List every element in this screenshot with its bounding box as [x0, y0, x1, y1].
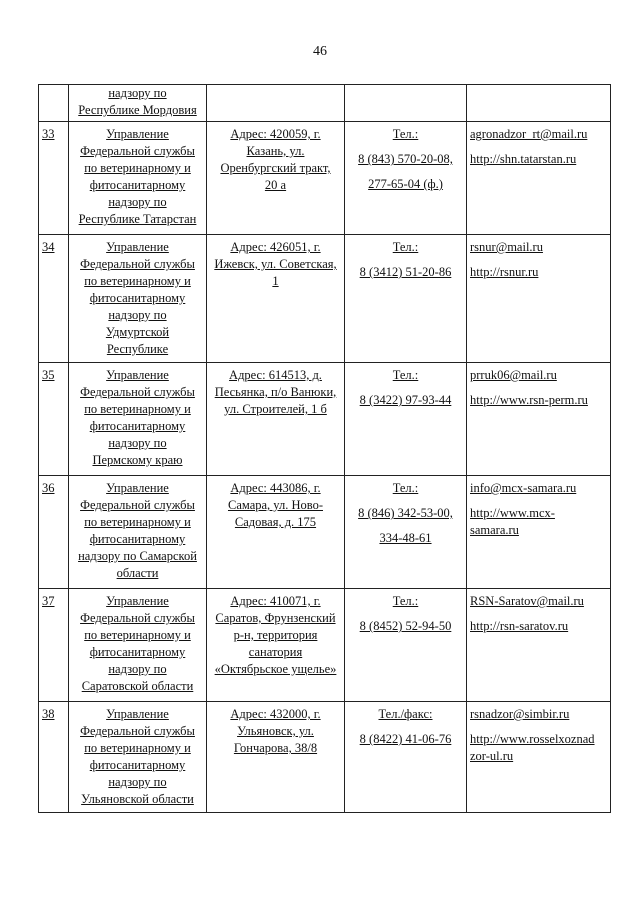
organization-line: фитосанитарному — [89, 178, 186, 192]
phone-number: 8 (3422) 97-93-44 — [359, 393, 452, 407]
table-row — [39, 122, 611, 235]
row-number: 33 — [42, 127, 55, 141]
organization-cell — [69, 363, 207, 476]
contact-web-cell — [467, 235, 611, 363]
organization-line: Пермскому краю — [92, 453, 183, 467]
phone-number: 8 (843) 570-20-08, — [358, 152, 453, 166]
organization-line: по ветеринарному и — [84, 274, 191, 288]
phone-cell — [345, 85, 467, 122]
email-link[interactable]: RSN-Saratov@mail.ru — [470, 594, 584, 608]
address-line: 1 — [272, 274, 279, 288]
organization-line: Управление — [106, 368, 169, 382]
organization-cell — [69, 235, 207, 363]
phone-label: Тел.: — [392, 368, 419, 382]
address-line: Адрес: 432000, г. — [230, 707, 321, 721]
contact-web-cell — [467, 589, 611, 702]
organization-cell — [69, 702, 207, 813]
page-number: 46 — [313, 44, 327, 59]
organization-line: Саратовской области — [81, 679, 194, 693]
organization-cell — [69, 122, 207, 235]
organization-line: надзору по — [108, 195, 167, 209]
phone-label: Тел.: — [392, 594, 419, 608]
website-link[interactable]: http://shn.tatarstan.ru — [470, 152, 577, 166]
organization-line: по ветеринарному и — [84, 628, 191, 642]
address-line: Казань, ул. — [246, 144, 305, 158]
contact-web-cell — [467, 363, 611, 476]
address-cell — [207, 122, 345, 235]
registry-body — [39, 85, 611, 813]
email-link[interactable]: rsnadzor@simbir.ru — [470, 707, 570, 721]
row-number-cell — [39, 476, 69, 589]
table-row — [39, 589, 611, 702]
phone-label: Тел.: — [392, 240, 419, 254]
address-line: Адрес: 614513, д. — [229, 368, 322, 382]
contact-web-cell — [467, 85, 611, 122]
row-number: 34 — [42, 240, 55, 254]
organization-line: фитосанитарному — [89, 532, 186, 546]
phone-label: Тел.: — [392, 481, 419, 495]
organization-line: по ветеринарному и — [84, 515, 191, 529]
phone-label: Тел.: — [392, 127, 419, 141]
phone-cell — [345, 363, 467, 476]
phone-cell — [345, 702, 467, 813]
website-link[interactable]: http://www.mcx- — [470, 506, 555, 520]
organization-line: Федеральной службы — [80, 498, 195, 512]
phone-cell — [345, 235, 467, 363]
row-number-cell — [39, 122, 69, 235]
organization-cell — [69, 85, 207, 122]
email-link[interactable]: prruk06@mail.ru — [470, 368, 557, 382]
row-number: 35 — [42, 368, 55, 382]
organization-line: надзору по — [108, 436, 167, 450]
website-link[interactable]: samara.ru — [470, 523, 519, 537]
organization-line: Федеральной службы — [80, 257, 195, 271]
address-line: Саратов, Фрунзенский — [215, 611, 336, 625]
email-link[interactable]: agronadzor_rt@mail.ru — [470, 127, 588, 141]
website-link[interactable]: http://rsn-saratov.ru — [470, 619, 569, 633]
organization-line: Федеральной службы — [80, 385, 195, 399]
address-line: Ульяновск, ул. — [237, 724, 314, 738]
row-number: 38 — [42, 707, 55, 721]
line-gap — [348, 723, 463, 731]
line-gap — [348, 256, 463, 264]
phone-cell — [345, 122, 467, 235]
address-line: Адрес: 443086, г. — [230, 481, 321, 495]
phone-number: 8 (846) 342-53-00, — [358, 506, 453, 520]
line-gap — [348, 143, 463, 151]
organization-line: Управление — [106, 594, 169, 608]
address-cell — [207, 363, 345, 476]
phone-number: 8 (8452) 52-94-50 — [359, 619, 452, 633]
organization-cell — [69, 476, 207, 589]
organization-line: надзору по Самарской — [78, 549, 197, 563]
address-line: Гончарова, 38/8 — [233, 741, 318, 755]
phone-number: 277-65-04 (ф.) — [368, 177, 443, 191]
table-row — [39, 235, 611, 363]
organization-line: Федеральной службы — [80, 724, 195, 738]
row-number: 37 — [42, 594, 55, 608]
row-number: 36 — [42, 481, 55, 495]
organization-line: надзору по — [108, 775, 167, 789]
row-number-cell — [39, 235, 69, 363]
organization-line: по ветеринарному и — [84, 741, 191, 755]
phone-number: 8 (8422) 41-06-76 — [359, 732, 452, 746]
address-line: Адрес: 410071, г. — [230, 594, 321, 608]
organization-line: по ветеринарному и — [84, 161, 191, 175]
organization-line: Управление — [106, 481, 169, 495]
address-line: ул. Строителей, 1 б — [224, 402, 327, 416]
row-number-cell — [39, 363, 69, 476]
organization-line: Удмуртской — [105, 325, 170, 339]
address-line: Самара, ул. Ново- — [227, 498, 323, 512]
contact-web-cell — [467, 122, 611, 235]
address-cell — [207, 702, 345, 813]
line-gap — [470, 610, 607, 618]
email-link[interactable]: rsnur@mail.ru — [470, 240, 543, 254]
line-gap — [470, 256, 607, 264]
line-gap — [470, 497, 607, 505]
contact-web-cell — [467, 476, 611, 589]
organization-line: фитосанитарному — [89, 419, 186, 433]
line-gap — [348, 610, 463, 618]
phone-label: Тел./факс: — [378, 707, 433, 721]
table-row — [39, 363, 611, 476]
row-number-cell — [39, 702, 69, 813]
address-line: Садовая, д. 175 — [234, 515, 317, 529]
organization-line: надзору по — [108, 308, 167, 322]
website-link[interactable]: http://rsnur.ru — [470, 265, 539, 279]
organization-line: надзору по — [108, 662, 167, 676]
line-gap — [348, 522, 463, 530]
phone-cell — [345, 589, 467, 702]
phone-number: 8 (3412) 51-20-86 — [359, 265, 452, 279]
address-cell — [207, 589, 345, 702]
table-row — [39, 476, 611, 589]
address-line: Оренбургский тракт, — [220, 161, 331, 175]
line-gap — [470, 723, 607, 731]
line-gap — [348, 497, 463, 505]
registry-table — [38, 84, 611, 813]
organization-line: Ульяновской области — [81, 792, 194, 806]
address-cell — [207, 476, 345, 589]
organization-line: Республике Татарстан — [78, 212, 197, 226]
organization-line: надзору по — [108, 86, 167, 100]
address-cell — [207, 235, 345, 363]
table-row — [39, 702, 611, 813]
organization-line: фитосанитарному — [89, 645, 186, 659]
address-line: Адрес: 420059, г. — [230, 127, 321, 141]
address-line: санатория — [248, 645, 303, 659]
line-gap — [348, 384, 463, 392]
line-gap — [470, 384, 607, 392]
email-link[interactable]: info@mcx-samara.ru — [470, 481, 577, 495]
address-line: «Октябрьское ущелье» — [214, 662, 337, 676]
organization-line: фитосанитарному — [89, 291, 186, 305]
table-row — [39, 85, 611, 122]
address-line: р-н, территория — [233, 628, 318, 642]
phone-cell — [345, 476, 467, 589]
organization-cell — [69, 589, 207, 702]
address-line: Адрес: 426051, г. — [230, 240, 321, 254]
line-gap — [348, 168, 463, 176]
row-number-cell — [39, 85, 69, 122]
organization-line: области — [116, 566, 159, 580]
website-link[interactable]: zor-ul.ru — [470, 749, 514, 763]
address-line: Ижевск, ул. Советская, — [214, 257, 337, 271]
address-line: Песьянка, п/о Ванюки, — [214, 385, 337, 399]
organization-line: Управление — [106, 240, 169, 254]
organization-line: по ветеринарному и — [84, 402, 191, 416]
organization-line: фитосанитарному — [89, 758, 186, 772]
website-link[interactable]: http://www.rosselxoznad — [470, 732, 595, 746]
organization-line: Федеральной службы — [80, 144, 195, 158]
contact-web-cell — [467, 702, 611, 813]
address-cell — [207, 85, 345, 122]
organization-line: Федеральной службы — [80, 611, 195, 625]
organization-line: Управление — [106, 127, 169, 141]
website-link[interactable]: http://www.rsn-perm.ru — [470, 393, 588, 407]
phone-number: 334-48-61 — [379, 531, 432, 545]
address-line: 20 а — [264, 178, 287, 192]
row-number-cell — [39, 589, 69, 702]
organization-line: Республике Мордовия — [78, 103, 197, 117]
line-gap — [470, 143, 607, 151]
organization-line: Республике — [106, 342, 169, 356]
organization-line: Управление — [106, 707, 169, 721]
